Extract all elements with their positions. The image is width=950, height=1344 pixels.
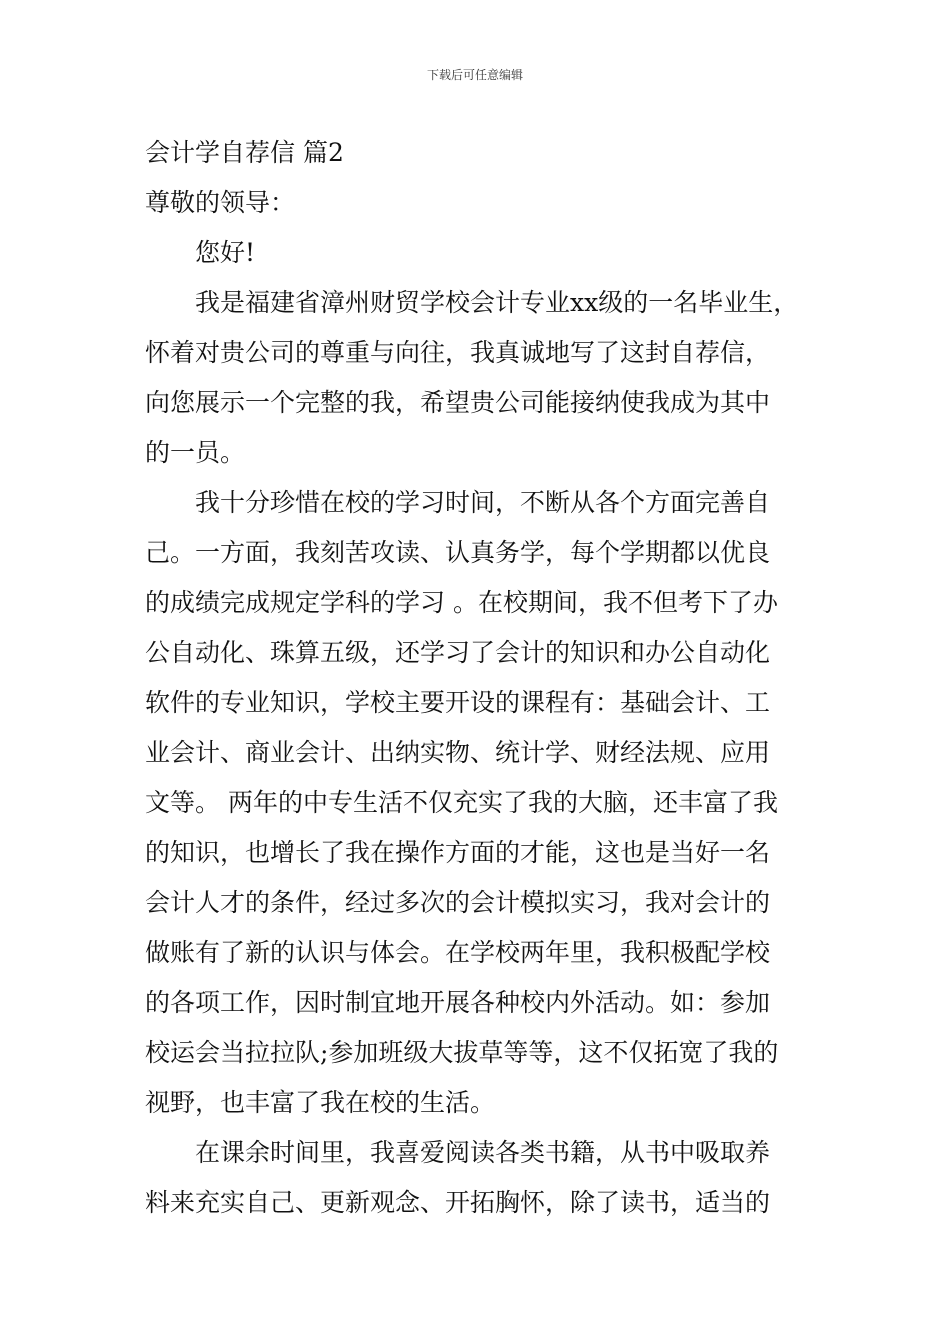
paragraph-line: 校运会当拉拉队;参加班级大拔草等等，这不仅拓宽了我的 (145, 1038, 779, 1067)
paragraph-line: 视野，也丰富了我在校的生活。 (145, 1088, 496, 1117)
paragraph-line: 公自动化、珠算五级，还学习了会计的知识和办公自动化 (145, 638, 771, 667)
paragraph-line: 己。一方面，我刻苦攻读、认真务学，每个学期都以优良 (145, 538, 771, 567)
paragraph-line: 在课余时间里，我喜爱阅读各类书籍，从书中吸取养 (195, 1138, 771, 1167)
paragraph-line: 做账有了新的认识与体会。在学校两年里，我积极配学校 (145, 938, 771, 967)
letter-body (145, 128, 835, 1228)
paragraph-line: 的成绩完成规定学科的学习 。在校期间，我不但考下了办 (145, 588, 778, 617)
paragraph-line: 的各项工作，因时制宜地开展各种校内外活动。如：参加 (145, 988, 771, 1017)
paragraph-line: 我十分珍惜在校的学习时间，不断从各个方面完善自 (195, 488, 771, 517)
paragraph-3 (145, 1128, 835, 1228)
paragraph-2 (145, 478, 835, 1128)
greeting: 您好! (195, 238, 256, 267)
page-header-note: 下载后可任意编辑 (426, 68, 523, 82)
paragraph-line: 向您展示一个完整的我，希望贵公司能接纳使我成为其中 (145, 388, 771, 417)
paragraph-line: 的一员。 (145, 438, 246, 467)
paragraph-line: 料来充实自己、更新观念、开拓胸怀，除了读书，适当的 (145, 1188, 771, 1217)
paragraph-line: 会计人才的条件，经过多次的会计模拟实习，我对会计的 (145, 888, 771, 917)
document-title: 会计学自荐信 篇2 (145, 138, 344, 167)
paragraph-line: 我是福建省漳州财贸学校会计专业xx级的一名毕业生， (195, 288, 799, 317)
paragraph-line: 的知识，也增长了我在操作方面的才能，这也是当好一名 (145, 838, 771, 867)
paragraph-line: 业会计、商业会计、出纳实物、统计学、财经法规、应用 (145, 738, 771, 767)
paragraph-line: 文等。 两年的中专生活不仅充实了我的大脑，还丰富了我 (145, 788, 778, 817)
paragraph-1 (145, 278, 835, 478)
salutation: 尊敬的领导： (145, 188, 296, 217)
paragraph-line: 软件的专业知识，学校主要开设的课程有：基础会计、工 (145, 688, 771, 717)
paragraph-line: 怀着对贵公司的尊重与向往，我真诚地写了这封自荐信， (145, 338, 771, 367)
